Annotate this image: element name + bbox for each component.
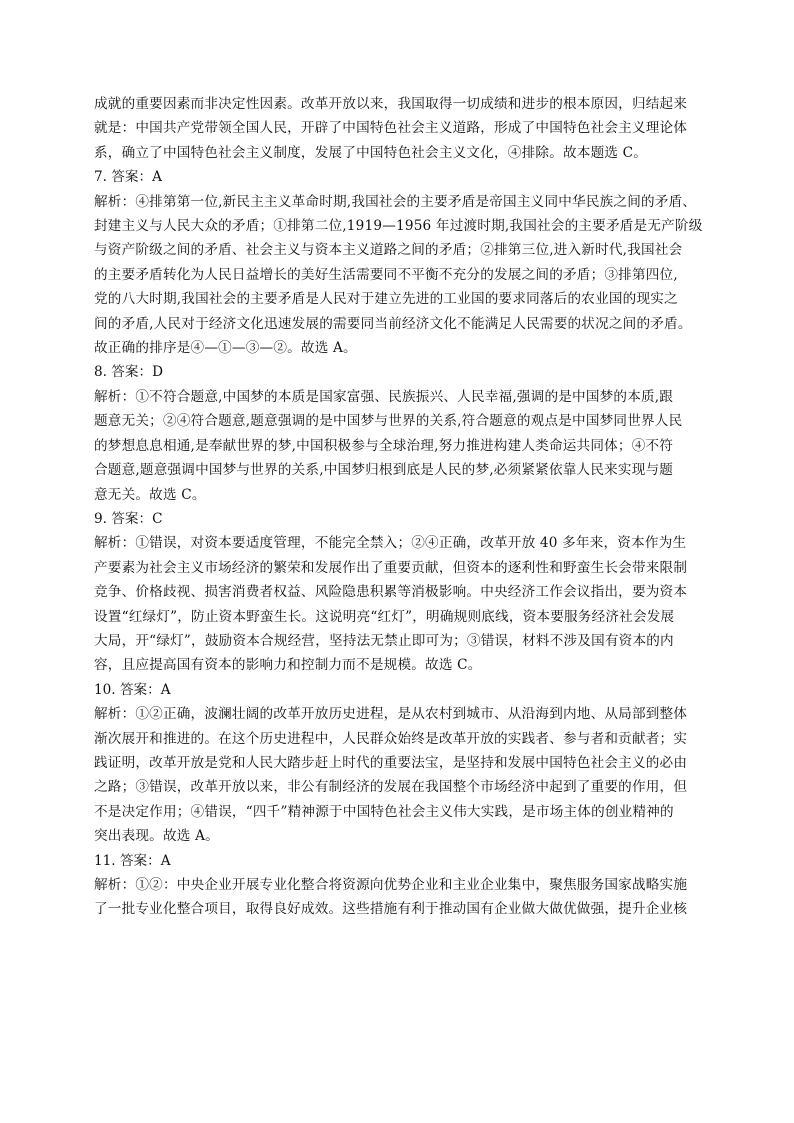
text-line: 合题意,题意强调中国梦与世界的关系,中国梦归根到底是人民的梦,必须紧紧依靠人民来实现与题 [94,462,674,479]
text-line: 之路；③错误，改革开放以来，非公有制经济的发展在我国整个市场经济中起到了重要的作用，但 [94,779,688,796]
text-line: 系，确立了中国特色社会主义制度，发展了中国特色社会主义文化，④排除。故本题选 C。 [94,144,648,161]
text-line: 的主要矛盾转化为人民日益增长的美好生活需要同不平衡不充分的发展之间的矛盾；③排第四位, [94,266,678,283]
answer-8: 8. 答案：D [94,364,163,381]
text-line: 解析：①②正确，波澜壮阔的改革开放历史进程，是从农村到城市、从沿海到内地、从局部到整体 [94,706,688,723]
analysis-7 [94,190,706,361]
text-line: 党的八大时期,我国社会的主要矛盾是人民对于建立先进的工业国的要求同落后的农业国的现实之 [94,291,678,308]
text-line: 渐次展开和推进的。在这个历史进程中，人民群众始终是改革开放的实践者、参与者和贡献者；实 [94,730,688,747]
text-line: 解析：①不符合题意,中国梦的本质是国家富强、民族振兴、人民幸福,强调的是中国梦的本质,跟 [94,388,674,405]
text-line: 容，且应提高国有资本的影响力和控制力而不是规模。故选 C。 [94,657,482,674]
text-line: 与资产阶级之间的矛盾、社会主义与资本主义道路之间的矛盾；②排第三位,进入新时代,我国社会 [94,242,683,259]
answer-9: 9. 答案：C [94,510,163,527]
text-line: 成就的重要因素而非决定性因素。改革开放以来，我国取得一切成绩和进步的根本原因，归结起来 [94,96,688,112]
text-line: 题意无关；②④符合题意,题意强调的是中国梦与世界的关系,符合题意的观点是中国梦同世界人民 [94,413,683,430]
text-line: 解析：④排第第一位,新民主主义革命时期,我国社会的主要矛盾是帝国主义同中华民族之间的矛盾、 [94,193,697,210]
text-line: 的梦想息息相通,是奉献世界的梦,中国积极参与全球治理,努力推进构建人类命运共同体；④不符 [94,437,674,454]
text-line: 大局，开“绿灯”，鼓励资本合规经营，坚持法无禁止即可为；③错误，材料不涉及国有资本的内 [94,632,674,649]
analysis-9 [94,531,706,677]
analysis-8 [94,385,706,507]
text-line: 意无关。故选 C。 [94,486,206,503]
analysis-10 [94,702,706,848]
document-page [94,92,706,922]
text-line: 故正确的排序是④—①—③—②。故选 A。 [94,340,357,357]
text-line: 突出表现。故选 A。 [94,828,219,845]
text-line: 产要素为社会主义市场经济的繁荣和发展作出了重要贡献，但资本的逐利性和野蛮生长会带来限制 [94,559,688,576]
text-line: 封建主义与人民大众的矛盾；①排第二位,1919—1956 年过渡时期,我国社会的主要矛盾是无产阶级 [94,218,703,235]
text-line: 解析：①②：中央企业开展专业化整合将资源向优势企业和主业企业集中，聚焦服务国家战略实施 [94,877,688,893]
text-line: 了一批专业化整合项目，取得良好成效。这些措施有利于推动国有企业做大做优做强，提升企业核 [94,901,688,918]
text-line: 设置“红绿灯”，防止资本野蛮生长。这说明亮“红灯”，明确规则底线，资本要服务经济社会发展 [94,608,675,625]
text-line: 间的矛盾,人民对于经济文化迅速发展的需要同当前经济文化不能满足人民需要的状况之间的矛盾。 [94,315,692,332]
answer-11: 11. 答案：A [94,852,171,869]
text-line: 就是：中国共产党带领全国人民，开辟了中国特色社会主义道路，形成了中国特色社会主义理论体 [94,120,688,137]
analysis-11 [94,873,706,922]
text-line: 解析：①错误，对资本要适度管理，不能完全禁入；②④正确，改革开放 40 多年来，资本作为生 [94,535,687,552]
paragraph-continuation [94,92,706,165]
answer-10: 10. 答案：A [94,681,171,698]
text-line: 不是决定作用；④错误，“四千”精神源于中国特色社会主义伟大实践，是市场主体的创业精神的 [94,803,674,820]
answer-7: 7. 答案：A [94,169,162,186]
text-line: 竞争、价格歧视、损害消费者权益、风险隐患积累等消极影响。中央经济工作会议指出，要为资本 [94,584,688,601]
text-line: 践证明，改革开放是党和人民大踏步赶上时代的重要法宝，是坚持和发展中国特色社会主义的必由 [94,754,688,771]
